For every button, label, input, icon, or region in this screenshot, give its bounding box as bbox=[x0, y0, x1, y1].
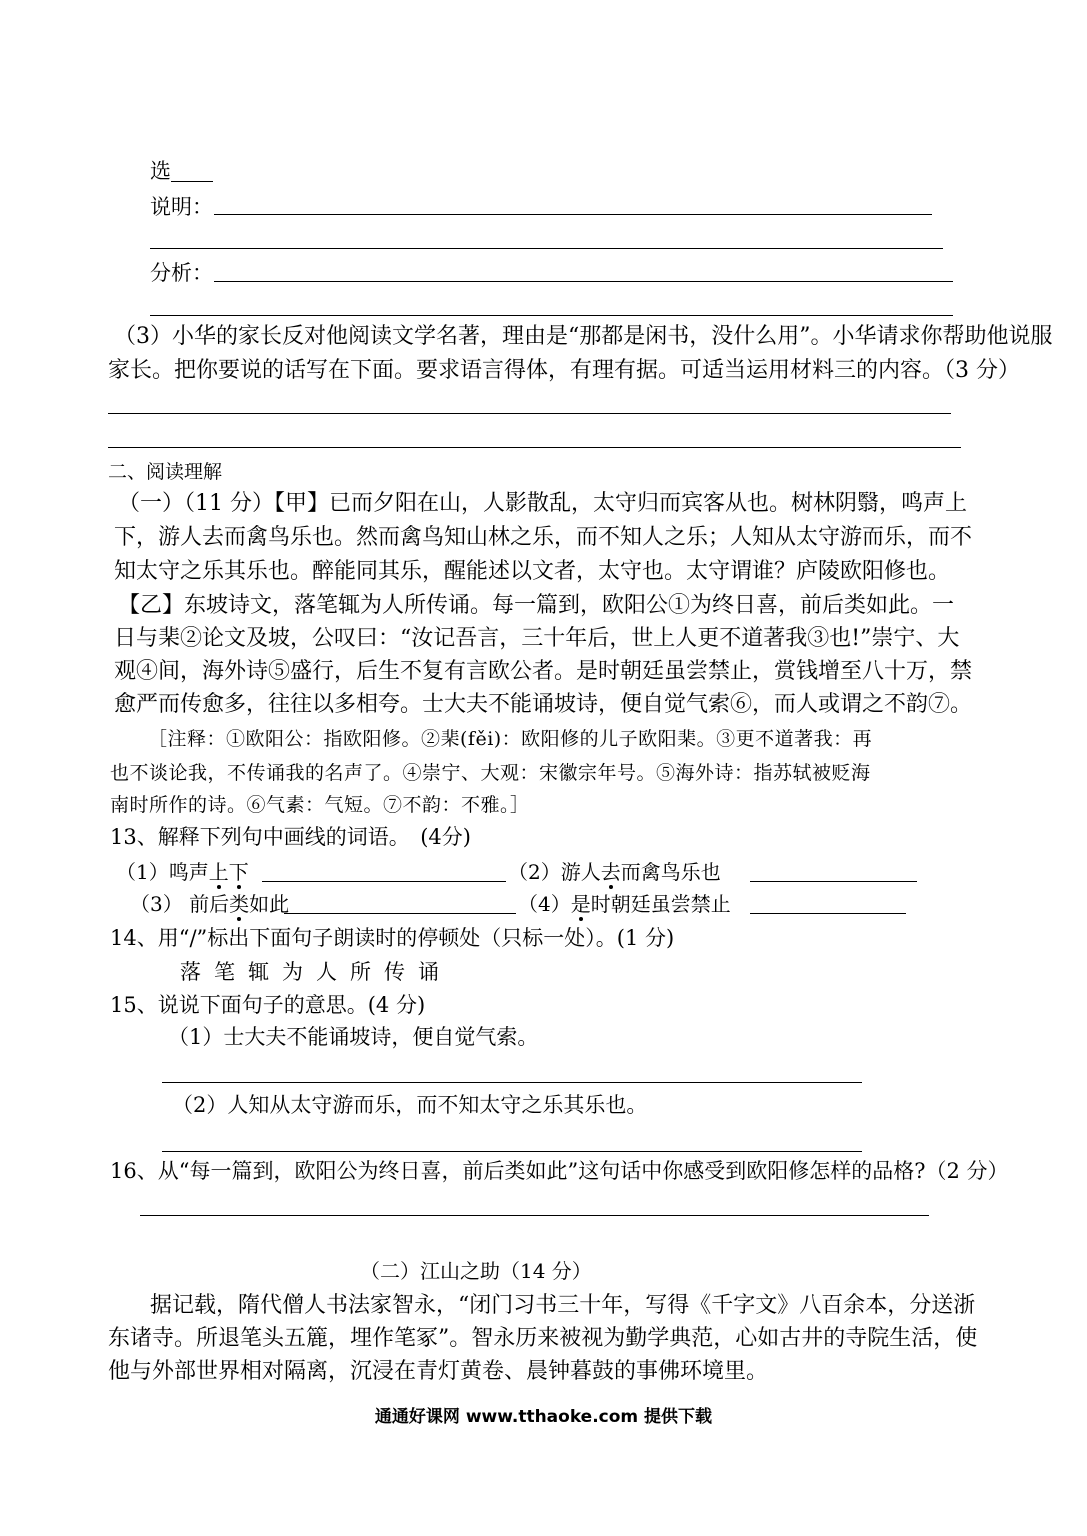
q13-item-4-prefix: （4） bbox=[518, 892, 571, 916]
xuan-blank[interactable] bbox=[171, 159, 213, 182]
annotation-line-3: 南时所作的诗。⑥气素：气短。⑦不韵：不雅。］ bbox=[110, 794, 530, 816]
q3-answer-line-1[interactable] bbox=[108, 413, 951, 414]
fenxi-answer-line-1[interactable] bbox=[214, 281, 953, 282]
q13-item-3-word: 类 bbox=[229, 892, 250, 916]
q3-line-1: （3）小华的家长反对他阅读文学名著，理由是“那都是闲书，没什么用”。小华请求你帮助他说服 bbox=[114, 324, 1053, 349]
q13-item-2-word: 去 bbox=[600, 860, 621, 884]
fenxi-answer-line-2[interactable] bbox=[150, 315, 953, 316]
shuoming-answer-line-1[interactable] bbox=[214, 214, 932, 215]
q15-item-1-answer-line[interactable] bbox=[162, 1082, 862, 1083]
q3-line-2: 家长。把你要说的话写在下面。要求语言得体，有理有据。可适当运用材料三的内容。（3 分） bbox=[108, 358, 1020, 383]
q13-item-4-word: 是 bbox=[570, 892, 591, 916]
q15-item-2-answer-line[interactable] bbox=[162, 1151, 862, 1152]
q13-item-3 bbox=[130, 889, 289, 919]
passage-jia-line-3: 知太守之乐其乐也。醉能同其乐，醒能述以文者，太守也。太守谓谁？庐陵欧阳修也。 bbox=[114, 559, 951, 584]
xuan-label bbox=[150, 156, 213, 186]
section-title: 二、阅读理解 bbox=[108, 461, 223, 483]
q16-title: 16、从“每一篇到，欧阳公为终日喜，前后类如此”这句话中你感受到欧阳修怎样的品格?（2 分） bbox=[110, 1159, 1009, 1183]
annotation-line-1: ［注释：①欧阳公：指欧阳修。②棐(fěi)：欧阳修的儿子欧阳棐。③更不道著我：再 bbox=[148, 728, 873, 750]
q13-item-2 bbox=[508, 857, 721, 887]
passage-2-line-3: 他与外部世界相对隔离，沉浸在青灯黄卷、晨钟暮鼓的事佛环境里。 bbox=[108, 1359, 769, 1384]
q14-title: 14、用“/”标出下面句子朗读时的停顿处（只标一处）。(1 分) bbox=[110, 926, 675, 950]
passage-2-title: （二）江山之助（14 分） bbox=[360, 1259, 592, 1283]
q13-item-1-word-b: 下 bbox=[228, 860, 249, 884]
q13-item-2-suffix: 而禽鸟乐也 bbox=[620, 860, 721, 884]
xuan-text: 选 bbox=[150, 159, 171, 183]
passage-2-line-1: 据记载，隋代僧人书法家智永，“闭门习书三十年，写得《千字文》八百余本，分送浙 bbox=[150, 1293, 976, 1318]
q13-title: 13、解释下列句中画线的词语。 (4分) bbox=[110, 825, 471, 849]
passage-yi-line-2: 日与棐②论文及坡，公叹曰：“汝记吾言，三十年后，世上人更不道著我③也!”崇宁、大 bbox=[114, 626, 960, 651]
q13-item-3-answer-line[interactable] bbox=[284, 913, 516, 914]
q16-answer-line[interactable] bbox=[140, 1215, 929, 1216]
q15-title: 15、说说下面句子的意思。(4 分) bbox=[110, 993, 426, 1017]
passage-yi-line-4: 愈严而传愈多，往往以多相夸。士大夫不能诵坡诗，便自觉气索⑥，而人或谓之不韵⑦。 bbox=[114, 692, 973, 717]
q14-sentence[interactable]: 落笔辄为人所传诵 bbox=[180, 960, 452, 984]
passage-jia-line-2: 下，游人去而禽鸟乐也。然而禽鸟知山林之乐，而不知人之乐；人知从太守游而乐，而不 bbox=[114, 525, 973, 550]
passage-2-line-2: 东诸寺。所退笔头五簏，埋作笔冢”。智永历来被视为勤学典范，心如古井的寺院生活，使 bbox=[108, 1326, 978, 1351]
q13-item-4-answer-line[interactable] bbox=[750, 913, 906, 914]
q15-item-1: （1）士大夫不能诵坡诗，便自觉气索。 bbox=[168, 1025, 539, 1049]
q13-item-4-suffix: 时朝廷虽尝禁止 bbox=[590, 892, 731, 916]
passage-yi-line-3: 观④间，海外诗⑤盛行，后生不复有言欧公者。是时朝廷虽尝禁止，赏钱增至八十万，禁 bbox=[114, 659, 973, 684]
annotation-line-2: 也不谈论我，不传诵我的名声了。④崇宁、大观：宋徽宗年号。⑤海外诗：指苏轼被贬海 bbox=[110, 762, 871, 784]
q13-item-4 bbox=[518, 889, 731, 919]
q13-item-1 bbox=[116, 857, 249, 887]
q15-item-2: （2）人知从太守游而乐，而不知太守之乐其乐也。 bbox=[172, 1093, 648, 1117]
q13-item-3-prefix: （3） 前后 bbox=[130, 892, 230, 916]
passage-jia-line-1: （一）（11 分）【甲】已而夕阳在山，人影散乱，太守归而宾客从也。树林阴翳，鸣声上 bbox=[118, 491, 967, 516]
q13-item-2-prefix: （2）游人 bbox=[508, 860, 601, 884]
q13-item-1-answer-line[interactable] bbox=[262, 881, 506, 882]
q13-item-1-prefix: （1）鸣声 bbox=[116, 860, 209, 884]
passage-yi-line-1: 【乙】东坡诗文，落笔辄为人所传诵。每一篇到，欧阳公①为终日喜，前后类如此。一 bbox=[118, 593, 955, 618]
fenxi-label: 分析： bbox=[150, 261, 213, 285]
q13-item-3-suffix: 如此 bbox=[249, 892, 290, 916]
q13-item-2-answer-line[interactable] bbox=[750, 881, 917, 882]
shuoming-answer-line-2[interactable] bbox=[150, 248, 943, 249]
q13-item-1-word-a: 上 bbox=[208, 860, 229, 884]
q3-answer-line-2[interactable] bbox=[108, 447, 961, 448]
shuoming-label: 说明： bbox=[150, 195, 213, 219]
footer-source: 通通好课网 www.tthaoke.com 提供下载 bbox=[374, 1407, 713, 1427]
